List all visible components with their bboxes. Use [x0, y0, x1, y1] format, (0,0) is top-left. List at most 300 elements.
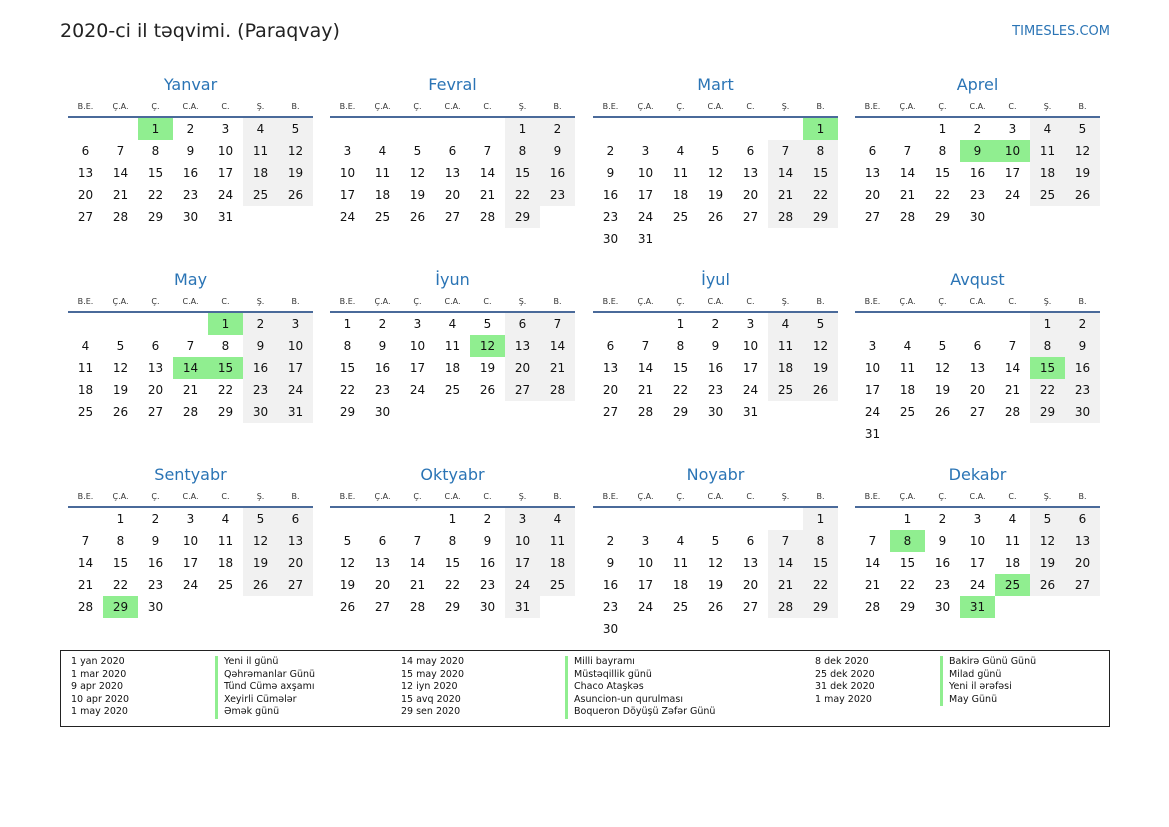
weekday-label: B. [816, 492, 825, 501]
day-cell: 9 [606, 166, 615, 180]
weekday-label: B.E. [864, 492, 881, 501]
day-cell: 8 [676, 339, 685, 353]
weekday-label: Ş. [1043, 102, 1052, 111]
day-cell: 11 [1030, 140, 1065, 162]
empty-cell [470, 118, 505, 140]
day-cell: 10 [339, 166, 356, 180]
legend-col1-names [215, 656, 315, 719]
day-cell: 31 [278, 401, 313, 423]
weekday-label: B. [553, 492, 562, 501]
legend-entry: Qəhrəmanlar Günü [215, 669, 315, 682]
day-cell: 26 [1065, 184, 1100, 206]
days-grid [593, 118, 838, 250]
day-cell: 23 [602, 210, 619, 224]
day-cell: 19 [243, 552, 278, 574]
day-cell: 8 [803, 530, 838, 552]
weekday-label: C.A. [182, 102, 199, 111]
day-cell: 20 [278, 552, 313, 574]
empty-cell [733, 118, 768, 140]
weekday-label: Ş. [781, 492, 790, 501]
day-cell: 11 [899, 361, 916, 375]
empty-cell [698, 118, 733, 140]
day-cell: 26 [243, 574, 278, 596]
day-cell: 26 [339, 600, 356, 614]
day-cell: 8 [116, 534, 125, 548]
day-cell: 6 [278, 508, 313, 530]
days-grid [330, 118, 575, 228]
day-cell: 18 [1004, 556, 1021, 570]
day-cell: 19 [112, 383, 129, 397]
legend-entry: 8 dek 2020 [815, 656, 869, 667]
day-cell: 3 [641, 144, 650, 158]
day-cell: 12 [112, 361, 129, 375]
weekday-header [68, 293, 313, 313]
day-cell: 17 [637, 188, 654, 202]
day-cell: 1 [938, 122, 947, 136]
day-cell: 26 [803, 379, 838, 401]
days-grid [593, 508, 838, 640]
day-cell: 17 [217, 166, 234, 180]
day-cell: 15 [147, 166, 164, 180]
weekday-label: Ç.A. [899, 492, 916, 501]
day-cell: 27 [864, 210, 881, 224]
day-cell: 17 [409, 361, 426, 375]
weekday-label: Ş. [256, 102, 265, 111]
weekday-label: B.E. [77, 102, 94, 111]
month-name: Fevral [428, 75, 477, 94]
day-cell: 1 [448, 512, 457, 526]
weekday-label: Ç.A. [374, 492, 391, 501]
weekday-label: C. [746, 297, 755, 306]
day-cell: 17 [864, 383, 881, 397]
day-cell: 28 [182, 405, 199, 419]
day-cell: 15 [934, 166, 951, 180]
day-cell: 22 [505, 184, 540, 206]
holiday-day-cell: 14 [173, 357, 208, 379]
day-cell: 7 [81, 534, 90, 548]
day-cell: 4 [448, 317, 457, 331]
day-cell: 28 [637, 405, 654, 419]
weekday-label: C.A. [969, 297, 986, 306]
weekday-label: B.E. [602, 492, 619, 501]
day-cell: 21 [182, 383, 199, 397]
empty-cell [733, 508, 768, 530]
weekday-label: C.A. [182, 297, 199, 306]
day-cell: 11 [768, 335, 803, 357]
days-grid [68, 313, 313, 423]
day-cell: 13 [374, 556, 391, 570]
day-cell: 23 [374, 383, 391, 397]
day-cell: 27 [742, 210, 759, 224]
day-cell: 30 [969, 210, 986, 224]
empty-cell [768, 118, 803, 140]
days-grid [330, 508, 575, 618]
day-cell: 29 [934, 210, 951, 224]
day-cell: 24 [1004, 188, 1021, 202]
day-cell: 19 [707, 188, 724, 202]
month-name: İyun [435, 270, 470, 289]
day-cell: 19 [1065, 162, 1100, 184]
day-cell: 16 [602, 188, 619, 202]
day-cell: 2 [378, 317, 387, 331]
day-cell: 18 [374, 188, 391, 202]
weekday-label: Ş. [518, 297, 527, 306]
day-cell: 6 [151, 339, 160, 353]
month-name: Avqust [950, 270, 1005, 289]
day-cell: 6 [1065, 508, 1100, 530]
days-grid [855, 508, 1100, 618]
day-cell: 2 [606, 534, 615, 548]
empty-cell [400, 118, 435, 140]
day-cell: 30 [602, 622, 619, 636]
day-cell: 17 [339, 188, 356, 202]
day-cell: 17 [278, 357, 313, 379]
days-grid [68, 118, 313, 228]
holiday-day-cell: 31 [960, 596, 995, 618]
weekday-header [68, 98, 313, 118]
day-cell: 22 [444, 578, 461, 592]
weekday-label: Ç. [938, 492, 947, 501]
empty-cell [68, 313, 103, 335]
day-cell: 17 [505, 552, 540, 574]
day-cell: 23 [602, 600, 619, 614]
day-cell: 13 [602, 361, 619, 375]
day-cell: 15 [803, 552, 838, 574]
day-cell: 19 [479, 361, 496, 375]
day-cell: 10 [742, 339, 759, 353]
weekday-label: Ç.A. [637, 102, 654, 111]
day-cell: 4 [81, 339, 90, 353]
day-cell: 16 [182, 166, 199, 180]
day-cell: 13 [742, 166, 759, 180]
day-cell: 12 [409, 166, 426, 180]
legend-entry: 1 may 2020 [71, 706, 128, 718]
weekday-label: C.A. [182, 492, 199, 501]
weekday-label: B.E. [602, 102, 619, 111]
day-cell: 29 [505, 206, 540, 228]
day-cell: 23 [243, 379, 278, 401]
days-grid [330, 313, 575, 423]
day-cell: 20 [374, 578, 391, 592]
day-cell: 20 [77, 188, 94, 202]
day-cell: 9 [606, 556, 615, 570]
legend-entry: Xeyirli Cümələr [215, 694, 315, 707]
weekday-label: Ç.A. [899, 102, 916, 111]
holiday-day-cell: 1 [138, 118, 173, 140]
day-cell: 24 [637, 210, 654, 224]
day-cell: 15 [112, 556, 129, 570]
day-cell: 30 [147, 600, 164, 614]
site-link[interactable]: TIMESLES.COM [1012, 24, 1110, 39]
legend-col1-dates [71, 656, 129, 719]
weekday-header [593, 293, 838, 313]
day-cell: 5 [483, 317, 492, 331]
day-cell: 12 [707, 166, 724, 180]
day-cell: 5 [116, 339, 125, 353]
day-cell: 2 [606, 144, 615, 158]
day-cell: 25 [1030, 184, 1065, 206]
weekday-label: Ç. [151, 102, 160, 111]
day-cell: 7 [116, 144, 125, 158]
day-cell: 13 [864, 166, 881, 180]
day-cell: 21 [768, 184, 803, 206]
day-cell: 10 [409, 339, 426, 353]
day-cell: 25 [768, 379, 803, 401]
weekday-header [593, 488, 838, 508]
empty-cell [173, 313, 208, 335]
day-cell: 22 [803, 184, 838, 206]
day-cell: 30 [374, 405, 391, 419]
day-cell: 11 [1004, 534, 1021, 548]
day-cell: 27 [77, 210, 94, 224]
legend-entry: Əmək günü [215, 706, 315, 719]
day-cell: 3 [413, 317, 422, 331]
day-cell: 12 [803, 335, 838, 357]
legend-entry: 25 dek 2020 [815, 668, 875, 680]
day-cell: 28 [77, 600, 94, 614]
day-cell: 8 [448, 534, 457, 548]
day-cell: 21 [768, 574, 803, 596]
weekday-header [330, 98, 575, 118]
day-cell: 27 [602, 405, 619, 419]
day-cell: 18 [1030, 162, 1065, 184]
day-cell: 20 [505, 357, 540, 379]
day-cell: 2 [540, 118, 575, 140]
weekday-label: Ç.A. [374, 297, 391, 306]
day-cell: 23 [934, 578, 951, 592]
legend-entry: Chaco Ataşkəs [565, 681, 715, 694]
day-cell: 25 [374, 210, 391, 224]
holiday-day-cell: 29 [103, 596, 138, 618]
day-cell: 13 [742, 556, 759, 570]
empty-cell [960, 313, 995, 335]
weekday-label: C.A. [969, 492, 986, 501]
weekday-label: C. [1008, 297, 1017, 306]
day-cell: 8 [343, 339, 352, 353]
weekday-label: Ç.A. [112, 102, 129, 111]
day-cell: 30 [707, 405, 724, 419]
month-name: Aprel [956, 75, 999, 94]
weekday-label: C.A. [707, 297, 724, 306]
day-cell: 7 [903, 144, 912, 158]
empty-cell [138, 313, 173, 335]
weekday-label: Ş. [781, 297, 790, 306]
empty-cell [68, 508, 103, 530]
weekday-label: C.A. [444, 102, 461, 111]
day-cell: 27 [742, 600, 759, 614]
weekday-label: C. [746, 492, 755, 501]
day-cell: 31 [637, 232, 654, 246]
day-cell: 21 [540, 357, 575, 379]
day-cell: 29 [672, 405, 689, 419]
holiday-day-cell: 1 [803, 118, 838, 140]
day-cell: 26 [112, 405, 129, 419]
day-cell: 26 [1030, 574, 1065, 596]
day-cell: 27 [278, 574, 313, 596]
day-cell: 29 [147, 210, 164, 224]
weekday-label: B.E. [77, 297, 94, 306]
day-cell: 15 [899, 556, 916, 570]
day-cell: 18 [217, 556, 234, 570]
day-cell: 5 [711, 534, 720, 548]
legend-col3-names [940, 656, 1036, 706]
days-grid [68, 508, 313, 618]
day-cell: 3 [641, 534, 650, 548]
day-cell: 19 [339, 578, 356, 592]
weekday-label: Ç. [151, 297, 160, 306]
weekday-label: B. [1078, 492, 1087, 501]
day-cell: 22 [112, 578, 129, 592]
day-cell: 19 [934, 383, 951, 397]
day-cell: 28 [540, 379, 575, 401]
weekday-label: B. [553, 102, 562, 111]
day-cell: 25 [672, 600, 689, 614]
weekday-label: C.A. [444, 297, 461, 306]
day-cell: 2 [1065, 313, 1100, 335]
day-cell: 26 [479, 383, 496, 397]
weekday-label: Ç.A. [112, 492, 129, 501]
day-cell: 2 [151, 512, 160, 526]
day-cell: 16 [707, 361, 724, 375]
day-cell: 21 [112, 188, 129, 202]
day-cell: 29 [339, 405, 356, 419]
day-cell: 27 [969, 405, 986, 419]
legend-entry: 1 mar 2020 [71, 668, 127, 680]
day-cell: 28 [899, 210, 916, 224]
weekday-label: C. [221, 102, 230, 111]
day-cell: 6 [378, 534, 387, 548]
day-cell: 10 [637, 556, 654, 570]
day-cell: 15 [672, 361, 689, 375]
weekday-label: C. [483, 102, 492, 111]
day-cell: 12 [1030, 530, 1065, 552]
day-cell: 21 [864, 578, 881, 592]
day-cell: 30 [1065, 401, 1100, 423]
month-6 [330, 267, 575, 423]
day-cell: 27 [1065, 574, 1100, 596]
legend-entry: 10 apr 2020 [71, 693, 130, 705]
day-cell: 3 [868, 339, 877, 353]
day-cell: 10 [969, 534, 986, 548]
day-cell: 12 [1065, 140, 1100, 162]
weekday-label: C.A. [969, 102, 986, 111]
day-cell: 20 [147, 383, 164, 397]
legend-entry: Yeni il ərəfəsi [940, 681, 1036, 694]
weekday-header [593, 98, 838, 118]
day-cell: 25 [444, 383, 461, 397]
legend-entry: Milli bayramı [565, 656, 715, 669]
day-cell: 18 [768, 357, 803, 379]
day-cell: 3 [278, 313, 313, 335]
day-cell: 30 [934, 600, 951, 614]
month-7 [593, 267, 838, 423]
weekday-label: Ç. [676, 102, 685, 111]
day-cell: 8 [1030, 335, 1065, 357]
day-cell: 12 [339, 556, 356, 570]
day-cell: 25 [77, 405, 94, 419]
day-cell: 2 [711, 317, 720, 331]
day-cell: 13 [444, 166, 461, 180]
day-cell: 23 [147, 578, 164, 592]
day-cell: 4 [768, 313, 803, 335]
weekday-label: Ç. [676, 297, 685, 306]
weekday-header [855, 293, 1100, 313]
weekday-label: B. [291, 102, 300, 111]
day-cell: 6 [505, 313, 540, 335]
weekday-label: C.A. [707, 102, 724, 111]
day-cell: 25 [899, 405, 916, 419]
day-cell: 7 [1008, 339, 1017, 353]
month-4 [855, 72, 1100, 228]
day-cell: 11 [672, 166, 689, 180]
day-cell: 28 [1004, 405, 1021, 419]
day-cell: 6 [81, 144, 90, 158]
day-cell: 4 [221, 512, 230, 526]
day-cell: 11 [672, 556, 689, 570]
day-cell: 31 [217, 210, 234, 224]
weekday-label: Ç. [413, 297, 422, 306]
day-cell: 23 [707, 383, 724, 397]
day-cell: 29 [1030, 401, 1065, 423]
day-cell: 22 [899, 578, 916, 592]
day-cell: 13 [1065, 530, 1100, 552]
day-cell: 1 [343, 317, 352, 331]
day-cell: 5 [803, 313, 838, 335]
legend-entry: Yeni il günü [215, 656, 315, 669]
empty-cell [628, 508, 663, 530]
legend-entry: Asuncion-un qurulması [565, 694, 715, 707]
day-cell: 13 [77, 166, 94, 180]
month-1 [68, 72, 313, 228]
month-2 [330, 72, 575, 228]
day-cell: 14 [479, 166, 496, 180]
day-cell: 23 [969, 188, 986, 202]
day-cell: 19 [803, 357, 838, 379]
day-cell: 3 [505, 508, 540, 530]
day-cell: 9 [540, 140, 575, 162]
day-cell: 11 [243, 140, 278, 162]
day-cell: 30 [243, 401, 278, 423]
day-cell: 24 [969, 578, 986, 592]
day-cell: 17 [969, 556, 986, 570]
weekday-label: B. [291, 297, 300, 306]
legend-entry: 12 iyn 2020 [401, 681, 458, 693]
weekday-label: B.E. [77, 492, 94, 501]
day-cell: 19 [1030, 552, 1065, 574]
day-cell: 22 [217, 383, 234, 397]
day-cell: 22 [147, 188, 164, 202]
month-11 [593, 462, 838, 640]
month-3 [593, 72, 838, 250]
empty-cell [365, 118, 400, 140]
day-cell: 1 [676, 317, 685, 331]
day-cell: 5 [343, 534, 352, 548]
day-cell: 18 [243, 162, 278, 184]
day-cell: 5 [711, 144, 720, 158]
month-name: Dekabr [948, 465, 1007, 484]
day-cell: 26 [278, 184, 313, 206]
legend-entry: 1 may 2020 [815, 693, 872, 705]
day-cell: 21 [77, 578, 94, 592]
day-cell: 13 [278, 530, 313, 552]
day-cell: 4 [676, 144, 685, 158]
day-cell: 8 [938, 144, 947, 158]
month-name: Yanvar [163, 75, 218, 94]
day-cell: 14 [1004, 361, 1021, 375]
weekday-header [330, 488, 575, 508]
day-cell: 14 [768, 162, 803, 184]
day-cell: 22 [339, 383, 356, 397]
